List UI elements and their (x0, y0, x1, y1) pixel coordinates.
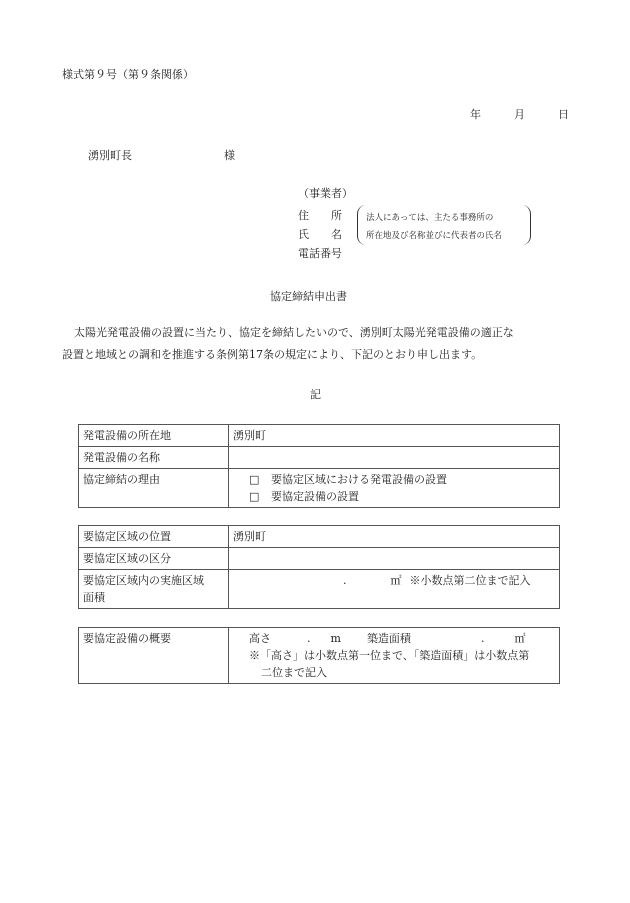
body-line1: 太陽光発電設備の設置に当たり、協定を締結したいので、湧別町太陽光発電設備の適正な (74, 326, 514, 339)
zone-category-value[interactable] (229, 548, 560, 570)
table-row (79, 425, 560, 447)
equipment-note-line1: ※「高さ」は小数点第一位まで、「築造面積」は小数点第 (249, 649, 530, 662)
document-title: 協定締結申出書 (270, 290, 347, 303)
form-number: 様式第９号（第９条関係） (62, 68, 194, 81)
zone-area-value[interactable] (229, 570, 560, 609)
zone-location-label: 要協定区域の位置 (79, 526, 229, 548)
agreement-reason-options (229, 469, 560, 508)
table-row (79, 570, 560, 609)
date-day: 日 (558, 108, 569, 121)
zone-area-label (79, 570, 229, 609)
corporate-note-line1: 法人にあっては、主たる事務所の (366, 213, 494, 223)
table-row (79, 447, 560, 469)
zone-area-label-line2: 面積 (83, 591, 105, 604)
facility-name-label: 発電設備の名称 (79, 447, 229, 469)
reason-option-zone[interactable] (233, 471, 555, 488)
date-month: 月 (514, 108, 525, 121)
facility-name-value[interactable] (229, 447, 560, 469)
area-unit: ㎡ (514, 632, 526, 645)
reason-option-facility[interactable] (233, 488, 555, 505)
reason-option-facility-label: 要協定設備の設置 (271, 490, 359, 503)
zone-location-value[interactable]: 湧別町 (229, 526, 560, 548)
area-label: 築造面積 (366, 632, 411, 645)
ki-heading: 記 (310, 388, 321, 401)
date-line (470, 106, 569, 122)
table-row (79, 469, 560, 508)
name-label: 氏 名 (298, 228, 342, 241)
equipment-summary-value[interactable] (229, 628, 560, 684)
date-year: 年 (470, 108, 481, 121)
agreement-reason-label: 協定締結の理由 (79, 469, 229, 508)
checkbox-facility[interactable]: □ (249, 490, 260, 503)
facility-location-label: 発電設備の所在地 (79, 425, 229, 447)
body-line2: 設置と地域との調和を推進する条例第17条の規定により、下記のとおり申し出ます。 (62, 348, 483, 361)
address-label: 住 所 (298, 209, 342, 222)
equipment-note-line2: 二位まで記入 (261, 666, 327, 679)
checkbox-zone[interactable]: □ (249, 473, 260, 486)
reason-option-zone-label: 要協定区域における発電設備の設置 (271, 473, 447, 486)
zone-area-note: ※小数点第二位まで記入 (409, 574, 531, 587)
zone-category-label: 要協定区域の区分 (79, 548, 229, 570)
zone-area-label-line1: 要協定区域内の実施区域 (83, 574, 204, 587)
equipment-dimensions (233, 630, 555, 647)
equipment-table (78, 627, 560, 684)
zone-area-dot: . (343, 574, 347, 587)
height-unit: m (330, 632, 341, 645)
phone-label: 電話番号 (298, 247, 342, 260)
height-dot: . (307, 632, 311, 645)
addressee-honorific: 様 (224, 149, 235, 162)
corporate-note-line2: 所在地及び名称並びに代表者の氏名 (366, 231, 503, 241)
facility-location-value[interactable]: 湧別町 (229, 425, 560, 447)
height-label: 高さ (249, 632, 271, 645)
area-dot: . (480, 632, 485, 645)
table-row (79, 628, 560, 684)
addressee-name: 湧別町長 (88, 149, 132, 162)
facility-table (78, 424, 560, 508)
table-row (79, 548, 560, 570)
zone-table (78, 525, 560, 609)
applicant-title: （事業者） (298, 187, 353, 200)
zone-area-unit: ㎡ (390, 574, 402, 587)
equipment-summary-label: 要協定設備の概要 (79, 628, 229, 684)
table-row (79, 526, 560, 548)
